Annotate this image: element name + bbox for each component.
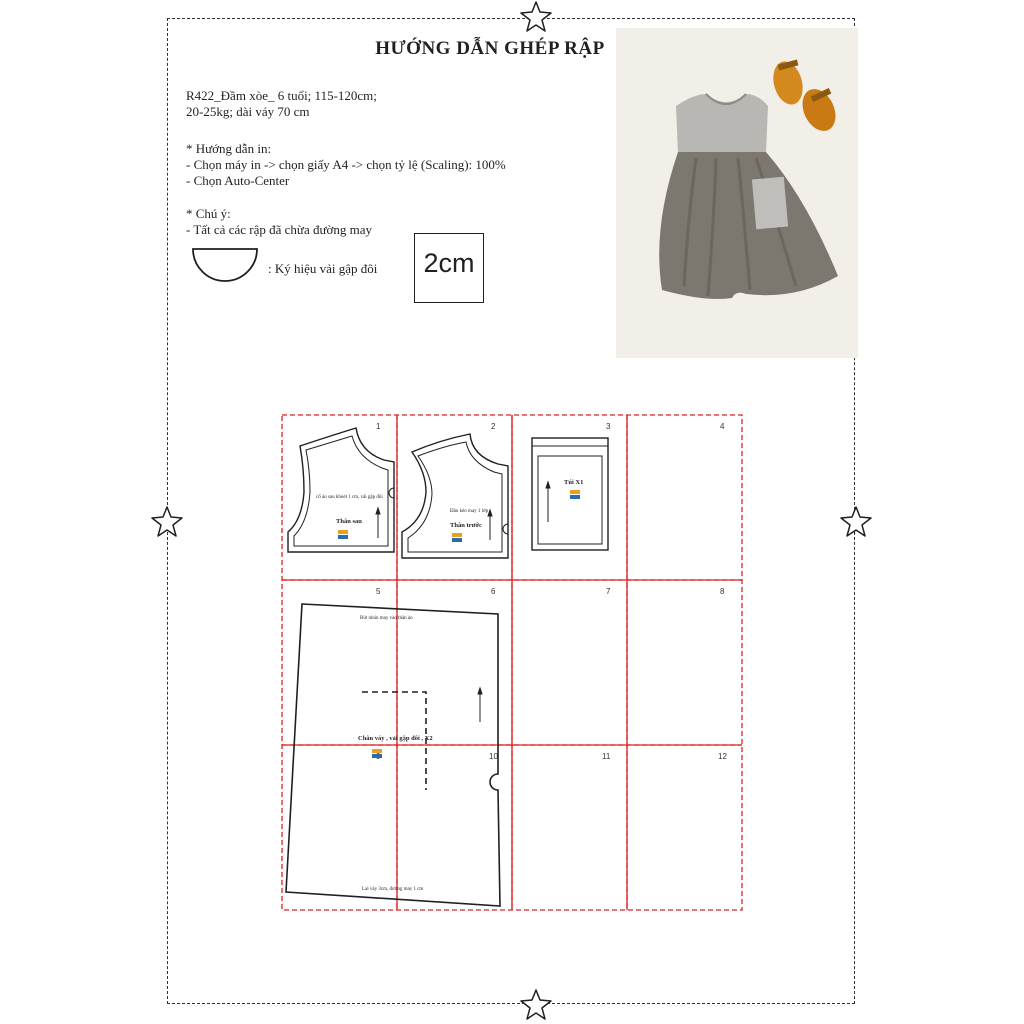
note-line-1: - Tất cả các rập đã chừa đường may (186, 222, 373, 237)
product-line-1: R422_Đầm xòe_ 6 tuổi; 115-120cm; (186, 88, 377, 103)
page-number: 8 (720, 587, 725, 596)
piece-name: Thân sau (336, 518, 362, 525)
page-overlap-lines (282, 415, 742, 910)
page-number: 7 (606, 587, 611, 596)
print-guide-step-2: - Chọn Auto-Center (186, 173, 290, 188)
piece-name: Túi X1 (564, 479, 584, 486)
page-number: 10 (489, 752, 498, 761)
page-number: 4 (720, 422, 725, 431)
product-line-2: 20-25kg; dài váy 70 cm (186, 104, 310, 119)
logo-mark (372, 749, 382, 753)
piece-note: Lai váy 3cm, đường may 1 cm (362, 887, 424, 892)
print-guide-heading: * Hướng dẫn in: (186, 141, 272, 156)
piece-note: Đầu kéo may 1 lớp (450, 509, 489, 514)
logo-mark (452, 538, 462, 542)
page-number: 2 (491, 422, 496, 431)
logo-mark (570, 495, 580, 499)
pattern-piece-skirt (286, 604, 500, 906)
page-number: 11 (602, 752, 611, 761)
scale-reference-box: 2cm (414, 233, 484, 303)
page-number: 6 (491, 587, 496, 596)
page-number: 1 (376, 422, 381, 431)
piece-name: Thân trước (450, 522, 482, 529)
page-number: 5 (376, 587, 381, 596)
logo-mark (372, 754, 382, 758)
piece-name: Chân váy , vải gập đôi , X2 (358, 735, 433, 742)
print-guide-step-1: - Chọn máy in -> chọn giấy A4 -> chọn tỷ lệ (Scaling): 100% (186, 157, 506, 172)
fold-legend-label: : Ký hiệu vải gập đôi (268, 261, 378, 276)
piece-note: cổ áo sau khoét 1 cm, vải gập đôi (316, 495, 383, 500)
page-number: 12 (718, 752, 727, 761)
logo-mark (452, 533, 462, 537)
logo-mark (570, 490, 580, 494)
page-title: HƯỚNG DẪN GHÉP RẬP (375, 38, 605, 59)
logo-mark (338, 530, 348, 534)
note-heading: * Chú ý: (186, 206, 231, 221)
logo-mark (338, 535, 348, 539)
page-number: 3 (606, 422, 611, 431)
piece-note: Rút nhún may vào thân áo (360, 616, 413, 621)
